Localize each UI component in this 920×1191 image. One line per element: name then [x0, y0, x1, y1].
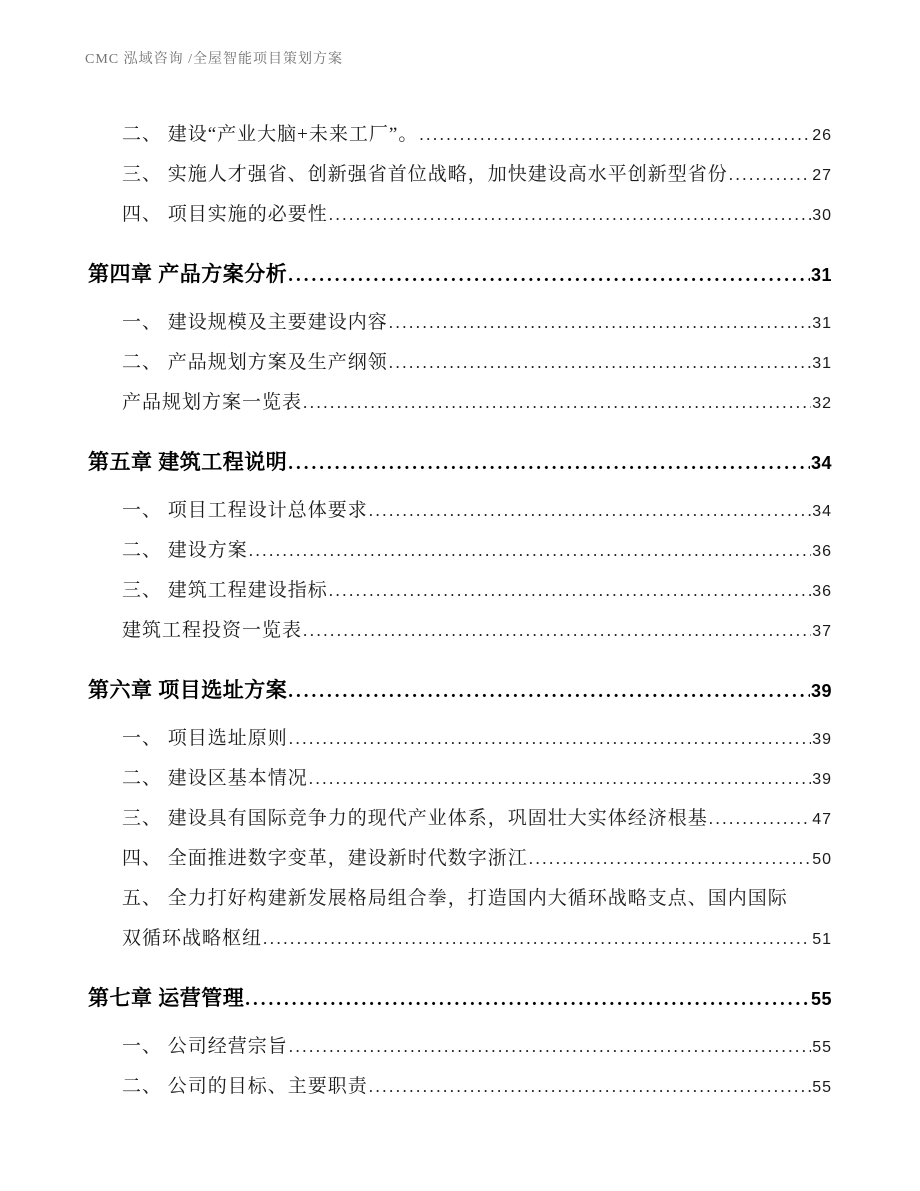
- toc-entry-page: 39: [812, 771, 832, 788]
- toc-entry-page: 55: [812, 1039, 832, 1056]
- toc-entry-title: 三、 建设具有国际竞争力的现代产业体系，巩固壮大实体经济根基: [122, 808, 708, 829]
- toc-entry-wrapped-line-2[interactable]: [88, 919, 832, 959]
- toc-entry[interactable]: [88, 195, 832, 235]
- dot-leader: [709, 799, 811, 839]
- toc-entry-page: 36: [812, 543, 832, 560]
- dot-leader: [729, 155, 811, 195]
- toc-entry[interactable]: [88, 155, 832, 195]
- dot-leader: [289, 1027, 811, 1067]
- toc-entry-page: 50: [812, 851, 832, 868]
- toc-entry-title: 第六章 项目选址方案: [88, 678, 288, 702]
- toc-entry[interactable]: [88, 839, 832, 879]
- toc-entry[interactable]: [88, 343, 832, 383]
- dot-leader: [329, 571, 811, 611]
- toc-entry[interactable]: [88, 1027, 832, 1067]
- dot-leader: [309, 759, 811, 799]
- dot-leader: [303, 383, 811, 423]
- dot-leader: [369, 491, 811, 531]
- toc-entry-title: 一、 项目工程设计总体要求: [122, 500, 368, 521]
- toc-entry[interactable]: [88, 799, 832, 839]
- toc-entry-title: 双循环战略枢纽: [122, 928, 263, 949]
- dot-leader: [288, 251, 810, 299]
- toc-entry-title: 产品规划方案一览表: [122, 392, 303, 413]
- toc-entry-title: 二、 建设区基本情况: [122, 768, 308, 789]
- toc-entry-page: 51: [812, 931, 832, 948]
- dot-leader: [389, 343, 811, 383]
- toc-entry-title: 三、 实施人才强省、创新强省首位战略，加快建设高水平创新型省份: [122, 164, 728, 185]
- toc-entry-title: 二、 产品规划方案及生产纲领: [122, 352, 388, 373]
- dot-leader: [419, 115, 811, 155]
- toc-entry-title: 一、 建设规模及主要建设内容: [122, 312, 388, 333]
- toc-chapter-entry[interactable]: [88, 439, 832, 485]
- toc-entry-page: 34: [810, 453, 832, 473]
- dot-leader: [263, 919, 811, 959]
- toc-entry[interactable]: [88, 571, 832, 611]
- toc-entry-title: 一、 公司经营宗旨: [122, 1036, 288, 1057]
- toc-entry-page: 26: [812, 127, 832, 144]
- dot-leader: [529, 839, 811, 879]
- toc-entry[interactable]: [88, 531, 832, 571]
- dot-leader: [245, 975, 810, 1023]
- dot-leader: [369, 1067, 811, 1107]
- toc-entry-title: 建筑工程投资一览表: [122, 620, 303, 641]
- toc-entry[interactable]: [88, 611, 832, 651]
- toc-chapter-entry[interactable]: [88, 975, 832, 1021]
- toc-entry-page: 32: [812, 395, 832, 412]
- toc-entry-page: 30: [812, 207, 832, 224]
- toc-entry-title: 二、 建设方案: [122, 540, 248, 561]
- toc-entry-page: 27: [812, 167, 832, 184]
- toc-entry-title: 四、 项目实施的必要性: [122, 204, 328, 225]
- dot-leader: [303, 611, 811, 651]
- toc-chapter-entry[interactable]: [88, 251, 832, 297]
- toc-entry-page: 31: [810, 265, 832, 285]
- toc-entry-page: 55: [812, 1079, 832, 1096]
- toc-entry-title: 一、 项目选址原则: [122, 728, 288, 749]
- toc-entry-page: 34: [812, 503, 832, 520]
- document-header-text: CMC 泓域咨询 /全屋智能项目策划方案: [85, 52, 344, 67]
- toc-entry-title: 五、 全力打好构建新发展格局组合拳，打造国内大循环战略支点、国内国际: [122, 888, 788, 909]
- table-of-contents: [88, 115, 832, 1107]
- toc-entry-page: 47: [812, 811, 832, 828]
- dot-leader: [289, 719, 811, 759]
- dot-leader: [329, 195, 811, 235]
- toc-entry-page: 39: [812, 731, 832, 748]
- toc-entry-title: 二、 公司的目标、主要职责: [122, 1076, 368, 1097]
- toc-entry[interactable]: [88, 491, 832, 531]
- toc-entry-title: 第七章 运营管理: [88, 986, 245, 1010]
- toc-entry[interactable]: [88, 719, 832, 759]
- toc-entry[interactable]: [88, 759, 832, 799]
- toc-chapter-entry[interactable]: [88, 667, 832, 713]
- toc-entry-title: 四、 全面推进数字变革，建设新时代数字浙江: [122, 848, 528, 869]
- toc-entry-wrapped-line-1[interactable]: [88, 879, 832, 919]
- toc-entry-title: 三、 建筑工程建设指标: [122, 580, 328, 601]
- toc-entry[interactable]: [88, 303, 832, 343]
- dot-leader: [249, 531, 811, 571]
- toc-entry[interactable]: [88, 115, 832, 155]
- dot-leader: [288, 439, 810, 487]
- toc-entry-page: 36: [812, 583, 832, 600]
- toc-entry-page: 37: [812, 623, 832, 640]
- document-header: [85, 48, 343, 68]
- toc-entry-title: 第四章 产品方案分析: [88, 262, 288, 286]
- toc-entry[interactable]: [88, 1067, 832, 1107]
- toc-entry-title: 第五章 建筑工程说明: [88, 450, 288, 474]
- toc-entry-page: 55: [810, 989, 832, 1009]
- dot-leader: [288, 667, 810, 715]
- toc-entry-page: 31: [812, 355, 832, 372]
- toc-entry-title: 二、 建设“产业大脑+未来工厂”。: [122, 124, 419, 145]
- dot-leader: [389, 303, 811, 343]
- toc-entry-page: 39: [810, 681, 832, 701]
- toc-entry[interactable]: [88, 383, 832, 423]
- toc-entry-page: 31: [812, 315, 832, 332]
